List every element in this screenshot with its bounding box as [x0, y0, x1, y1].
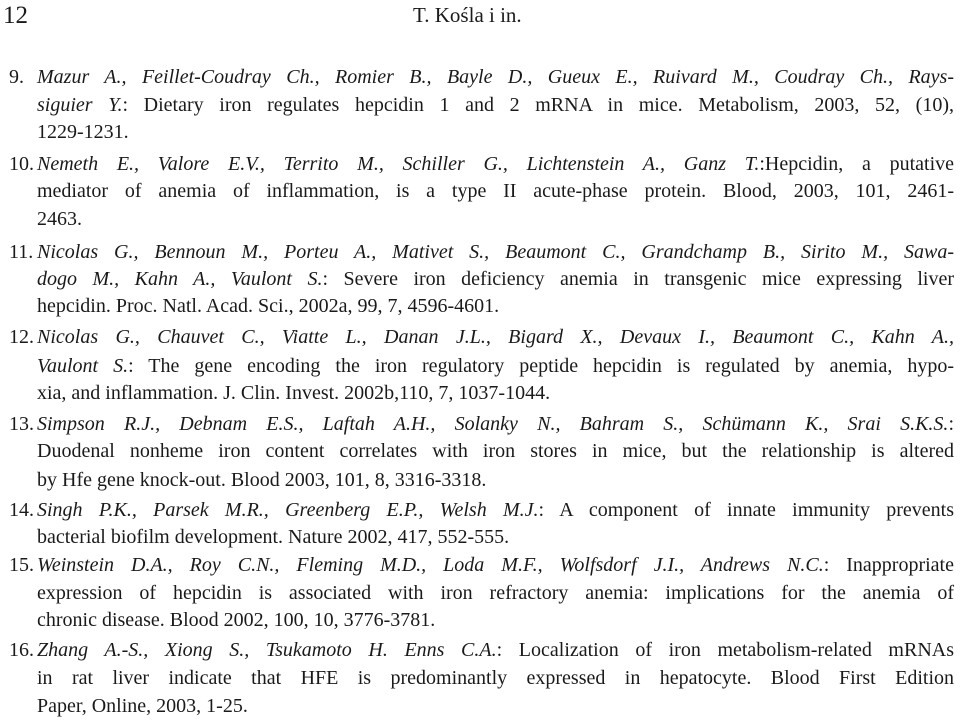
reference-authors: Nicolas G., Bennoun M., Porteu A., Mativet S., Beaumont C., Grandchamp B., Sirito M., Sawa-	[37, 241, 954, 263]
reference-authors: Mazur A., Feillet-Coudray Ch., Romier B., Bayle D., Gueux E., Ruivard M., Coudray Ch., Rays-	[37, 66, 954, 88]
reference-number: 10.	[9, 153, 34, 175]
reference-line	[37, 467, 954, 493]
reference-number: 12.	[9, 326, 34, 348]
reference-text: xia, and inflammation. J. Clin. Invest. 2002b,110, 7, 1037-1044.	[37, 382, 551, 404]
reference-text: : Localization of iron metabolism-related mRNAs	[496, 639, 955, 661]
reference-line	[9, 239, 954, 265]
reference-text: hepcidin. Proc. Natl. Acad. Sci., 2002a, 99, 7, 4596-4601.	[37, 295, 500, 317]
reference-line	[37, 178, 954, 204]
reference-authors: Singh P.K., Parsek M.R., Greenberg E.P., Welsh M.J.	[37, 499, 539, 521]
reference-text: in rat liver indicate that HFE is predominantly expressed in hepatocyte. Blood First Edition	[37, 667, 954, 689]
reference-line	[37, 353, 954, 379]
reference-authors: siguier Y.	[37, 94, 123, 116]
reference-line	[37, 524, 954, 550]
reference-line	[37, 266, 954, 292]
page-header	[0, 0, 960, 40]
reference-line	[37, 693, 954, 719]
reference-line	[37, 438, 954, 464]
reference-line	[9, 497, 954, 523]
reference-authors: Vaulont S.	[37, 355, 129, 377]
reference-text: bacterial biofilm development. Nature 2002, 417, 552-555.	[37, 526, 510, 548]
reference-text: : A component of innate immunity prevents	[538, 499, 954, 521]
reference-text: : Inappropriate	[823, 554, 954, 576]
reference-line	[9, 324, 954, 350]
reference-line	[9, 411, 954, 437]
reference-line	[37, 206, 954, 232]
reference-number: 13.	[9, 413, 34, 435]
reference-line	[37, 293, 954, 319]
reference-authors: Nicolas G., Chauvet C., Viatte L., Danan J.L., Bigard X., Devaux I., Beaumont C., Kahn A.,	[37, 326, 954, 348]
reference-authors: dogo M., Kahn A., Vaulont S.	[37, 268, 323, 290]
reference-line	[9, 552, 954, 578]
reference-line	[37, 92, 954, 118]
reference-text: Duodenal nonheme iron content correlates with iron stores in mice, but the relationship is altered	[37, 440, 954, 462]
reference-text: by Hfe gene knock-out. Blood 2003, 101, 8, 3316-3318.	[37, 469, 487, 491]
page-number: 12	[3, 2, 28, 29]
reference-line	[37, 607, 954, 633]
reference-number: 14.	[9, 499, 34, 521]
reference-line	[37, 580, 954, 606]
reference-number: 15.	[9, 554, 34, 576]
reference-line	[9, 64, 954, 90]
reference-number: 9.	[9, 66, 24, 88]
reference-text: Paper, Online, 2003, 1-25.	[37, 695, 248, 717]
reference-line	[9, 637, 954, 663]
reference-text: chronic disease. Blood 2002, 100, 10, 3776-3781.	[37, 609, 436, 631]
reference-text: : Severe iron deficiency anemia in transgenic mice expressing liver	[322, 268, 955, 290]
running-title: T. Kośla i in.	[413, 3, 522, 27]
reference-line	[37, 380, 954, 406]
reference-text: : The gene encoding the iron regulatory peptide hepcidin is regulated by anemia, hypo-	[128, 355, 954, 377]
reference-number: 11.	[9, 241, 34, 263]
reference-text: 1229-1231.	[37, 121, 129, 143]
reference-authors: Zhang A.-S., Xiong S., Tsukamoto H. Enns C.A.	[37, 639, 497, 661]
reference-line	[37, 665, 954, 691]
reference-text: : Dietary iron regulates hepcidin 1 and 2 mRNA in mice. Metabolism, 2003, 52, (10),	[122, 94, 954, 116]
reference-authors: Nemeth E., Valore E.V., Territo M., Schiller G., Lichtenstein A., Ganz T.	[37, 153, 760, 175]
reference-text: mediator of anemia of inflammation, is a type II acute-phase protein. Blood, 2003, 101, 2461-	[37, 180, 954, 202]
reference-authors: Weinstein D.A., Roy C.N., Fleming M.D., Loda M.F., Wolfsdorf J.I., Andrews N.C.	[37, 554, 824, 576]
reference-text: :Hepcidin, a putative	[759, 153, 954, 175]
reference-text: expression of hepcidin is associated with iron refractory anemia: implications for the anemia of	[37, 582, 954, 604]
reference-line	[37, 119, 954, 145]
reference-text: :	[948, 413, 954, 435]
reference-authors: Simpson R.J., Debnam E.S., Laftah A.H., Solanky N., Bahram S., Schümann K., Srai S.K.S.	[37, 413, 949, 435]
reference-number: 16.	[9, 639, 34, 661]
reference-text: 2463.	[37, 208, 82, 230]
reference-line	[9, 151, 954, 177]
